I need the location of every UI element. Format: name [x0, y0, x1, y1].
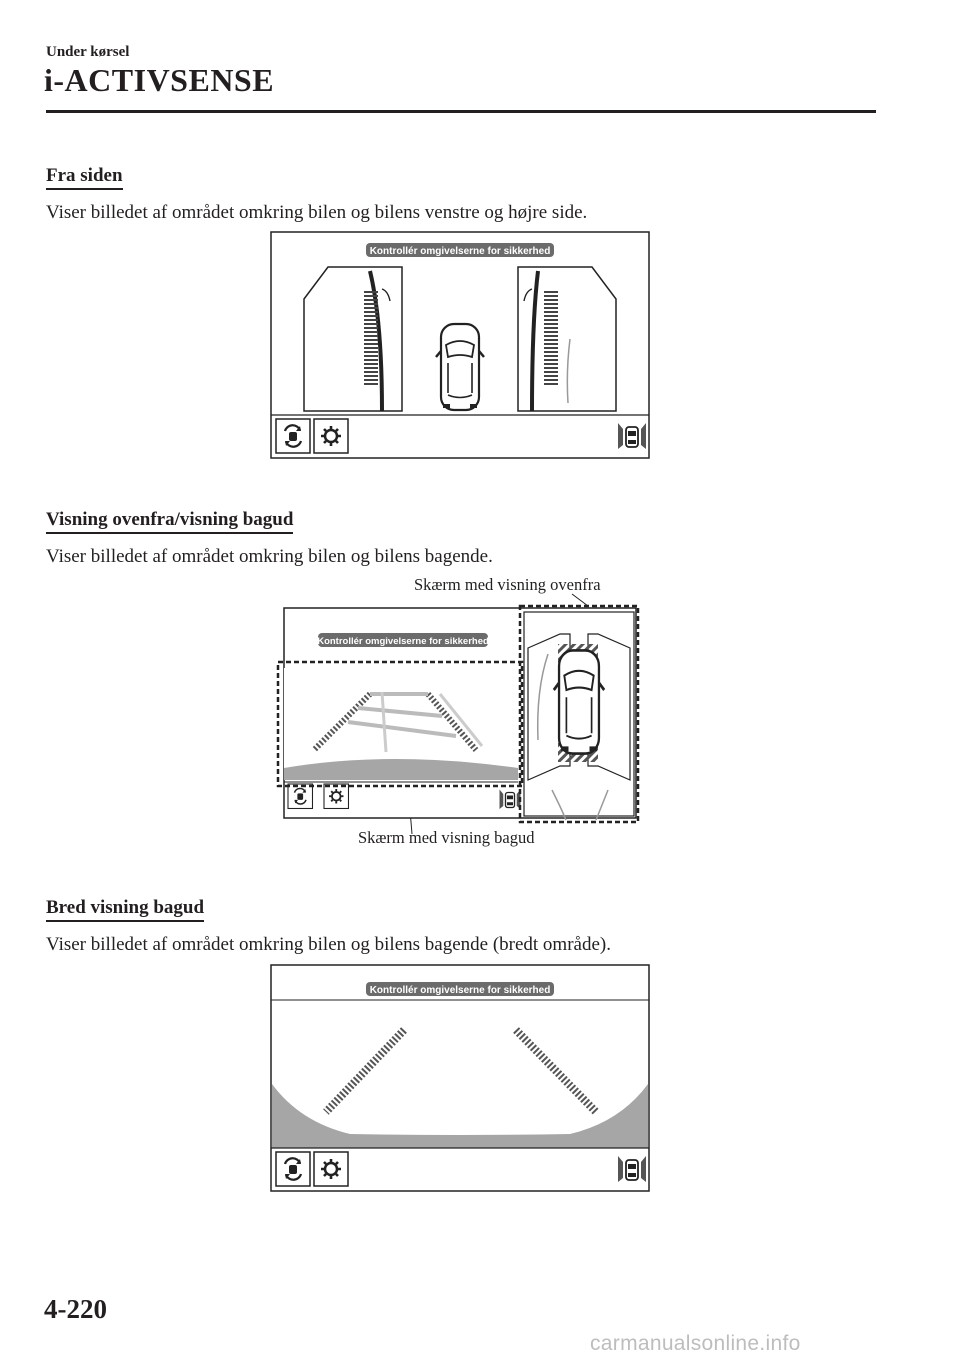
section-heading-wide-rear-view: Bred visning bagud [46, 897, 204, 922]
camera-switch-icon[interactable] [276, 419, 310, 453]
chapter-label: Under kørsel [46, 44, 130, 60]
section-body-wide-rear-view: Viser billedet af området omkring bilen og bilens bagende (bredt område). [46, 934, 611, 955]
figure-side-view-screen [270, 231, 650, 459]
figure-wide-rear-view-screen [270, 964, 650, 1192]
figure-top-rear-view-screen [270, 590, 650, 840]
svg-text:Kontrollér omgivelserne for si: Kontrollér omgivelserne for sikkerhed [369, 985, 551, 996]
banner-text: Kontrollér omgivelserne for sikkerhed [369, 246, 551, 257]
header-rule [46, 110, 876, 113]
page-number: 4-220 [44, 1294, 107, 1324]
callout-rear-view-label: Skærm med visning bagud [358, 828, 535, 847]
settings-gear-icon[interactable] [314, 419, 348, 453]
svg-text:Kontrollér omgivelserne for si: Kontrollér omgivelserne for sikkerhed [317, 636, 489, 647]
callout-top-view-label: Skærm med visning ovenfra [414, 575, 601, 594]
section-heading-side-view: Fra siden [46, 165, 123, 190]
section-heading-top-rear-view: Visning ovenfra/visning bagud [46, 509, 293, 534]
section-body-top-rear-view: Viser billedet af området omkring bilen og bilens bagende. [46, 546, 493, 567]
page-title: i-ACTIVSENSE [44, 62, 275, 98]
watermark: carmanualsonline.info [590, 1332, 801, 1355]
section-body-side-view: Viser billedet af området omkring bilen og bilens venstre og højre side. [46, 202, 588, 223]
